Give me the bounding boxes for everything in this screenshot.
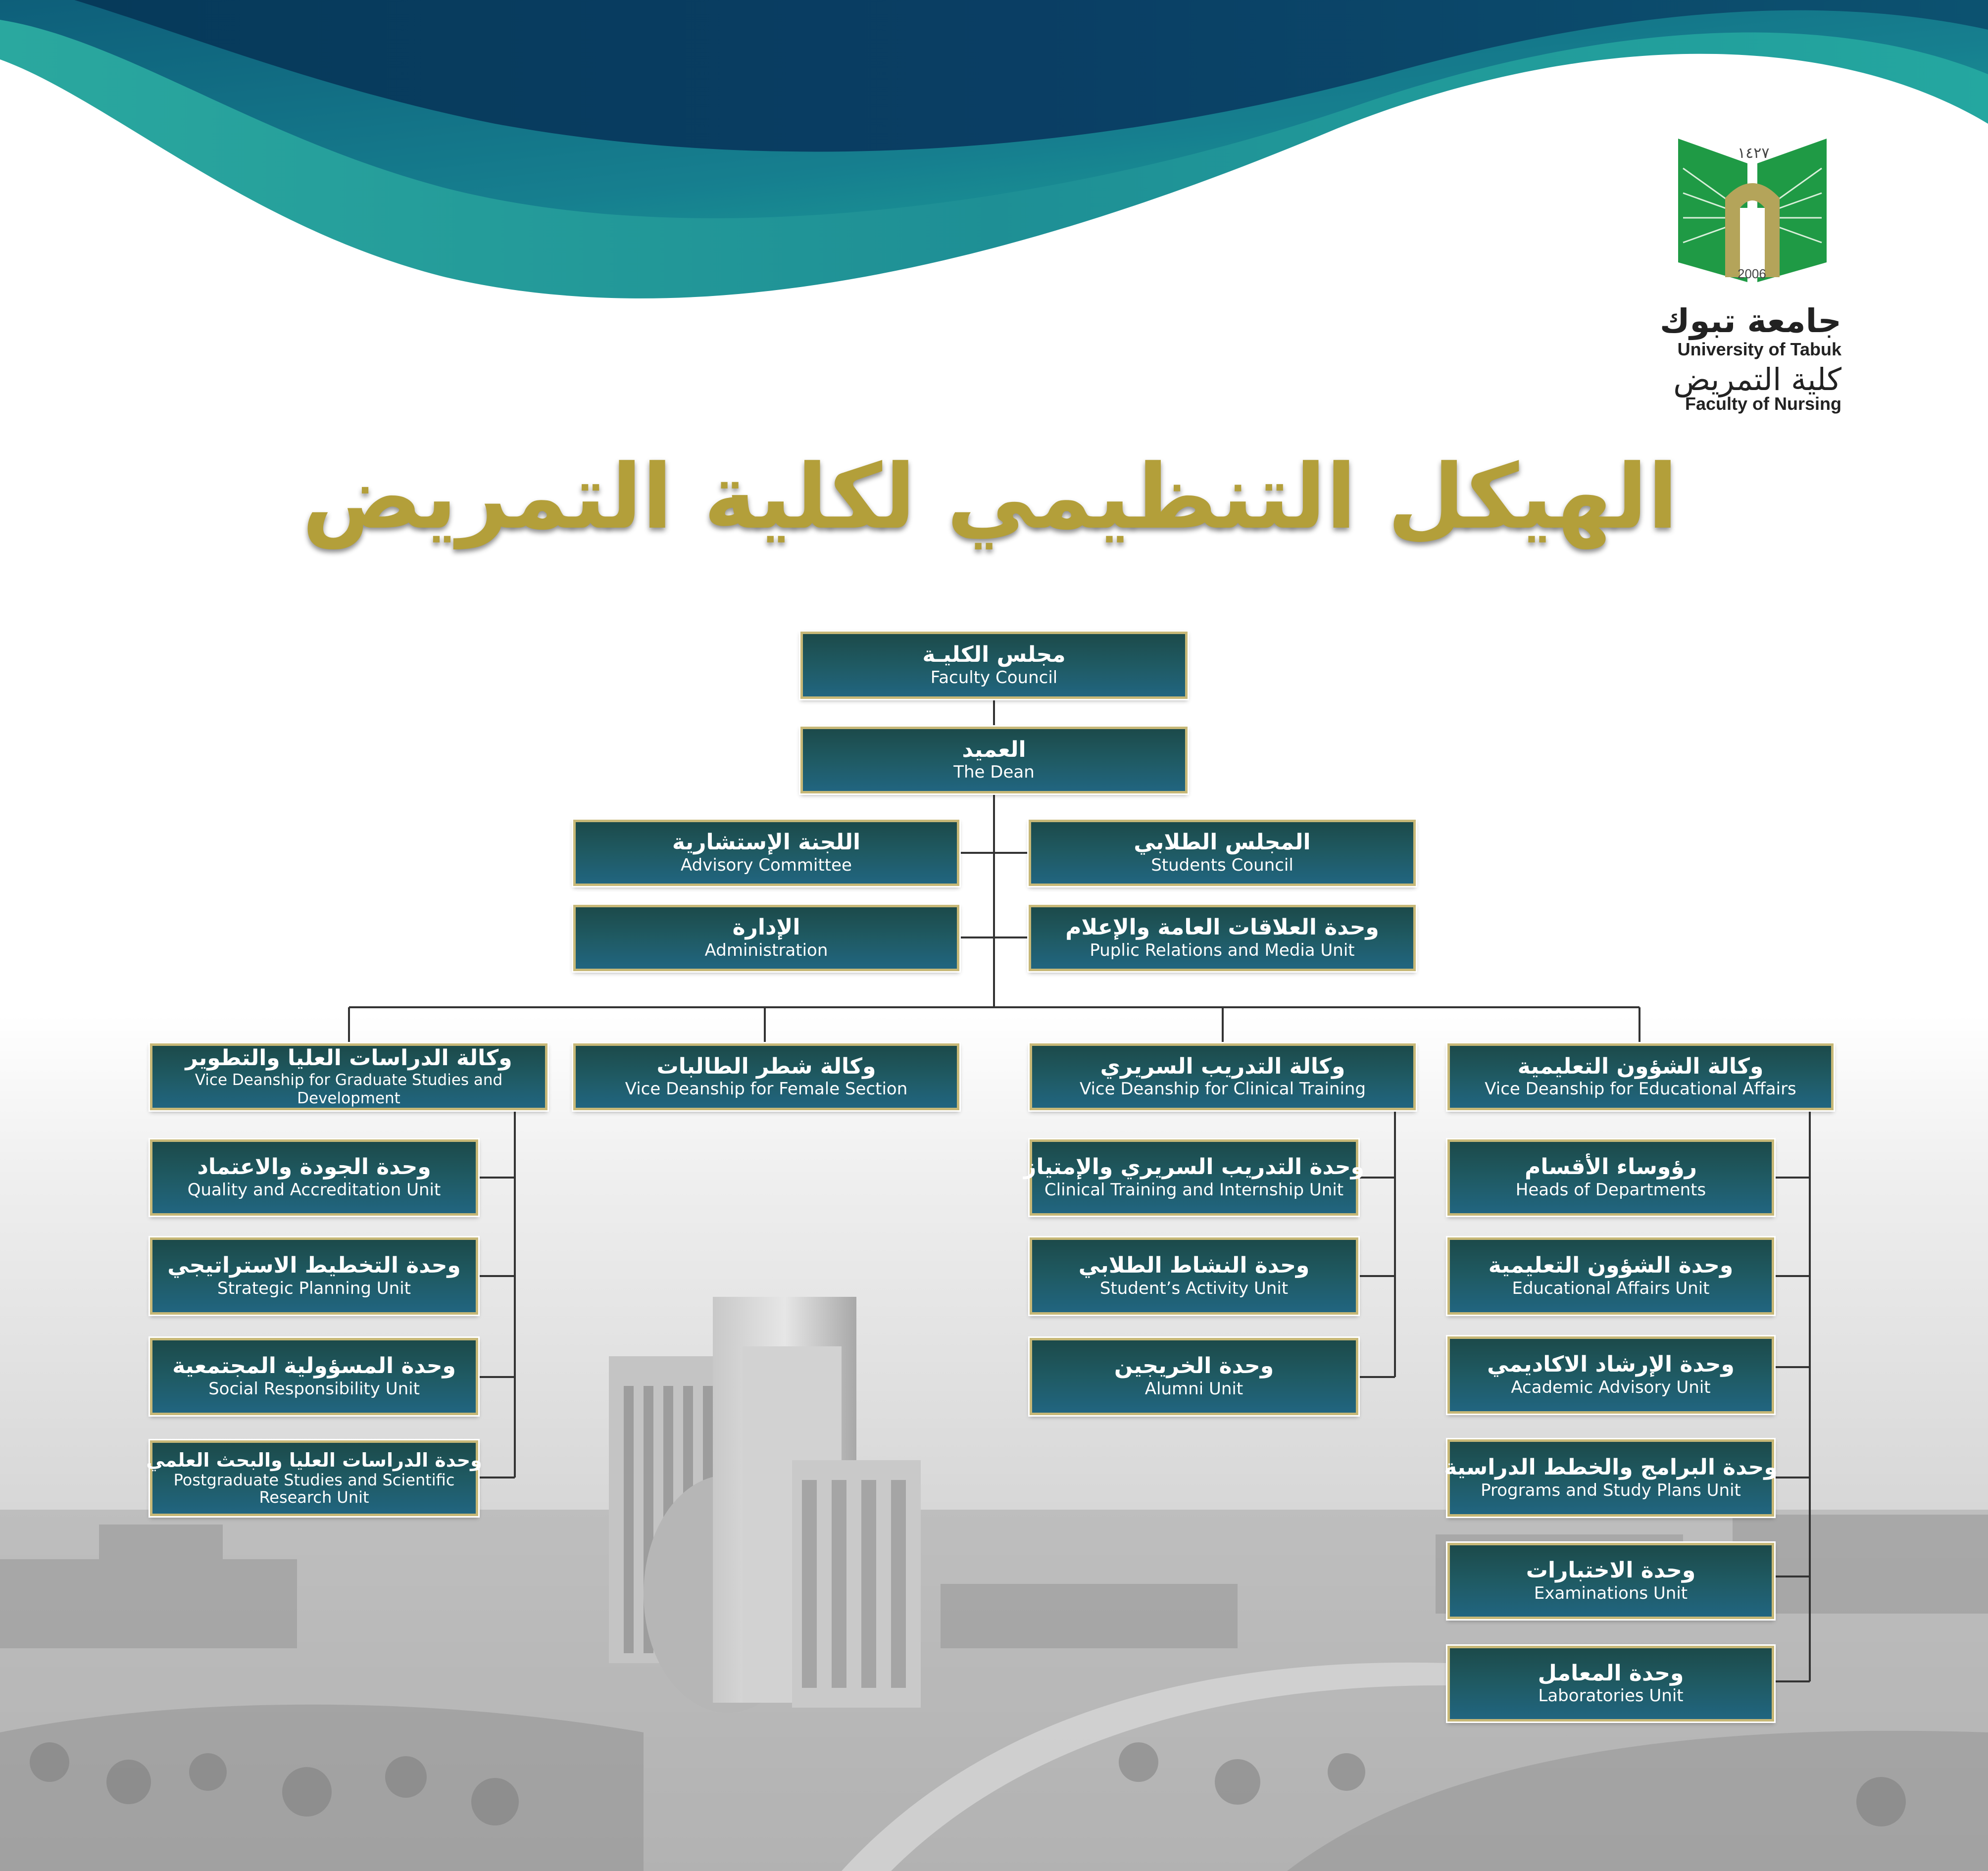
node-label-ar: وحدة المسؤولية المجتمعية (172, 1353, 456, 1379)
node-educational-affairs-unit (1447, 1237, 1774, 1315)
node-laboratories-unit (1447, 1646, 1774, 1722)
node-dean (800, 727, 1188, 793)
node-label-ar: وحدة الجودة والاعتماد (197, 1154, 431, 1180)
node-label-en: Vice Deanship for Graduate Studies and Development (195, 1071, 503, 1107)
node-quality-unit (150, 1139, 478, 1216)
node-examinations-unit (1447, 1543, 1774, 1619)
node-vice-deanship-female (573, 1043, 959, 1110)
node-label-en: Alumni Unit (1144, 1379, 1243, 1399)
node-heads-departments (1447, 1139, 1774, 1216)
node-label-ar: وحدة العلاقات العامة والإعلام (1065, 915, 1379, 940)
node-label-en: Educational Affairs Unit (1512, 1278, 1710, 1298)
node-label-en: Clinical Training and Internship Unit (1044, 1180, 1344, 1200)
node-label-en: Vice Deanship for Female Section (625, 1079, 908, 1099)
node-student-activity-unit (1030, 1237, 1358, 1315)
node-academic-advisory-unit (1447, 1336, 1774, 1414)
node-label-en: Quality and Accreditation Unit (187, 1180, 441, 1200)
node-label-en: Vice Deanship for Educational Affairs (1485, 1079, 1796, 1099)
node-label-en: Academic Advisory Unit (1511, 1377, 1711, 1397)
node-label-ar: العميد (962, 737, 1026, 762)
node-label-ar: وحدة الشؤون التعليمية (1488, 1253, 1734, 1279)
node-label-en: Heads of Departments (1515, 1180, 1706, 1200)
node-label-ar: وحدة الإرشاد الاكاديمي (1487, 1352, 1735, 1378)
node-label-en: Students Council (1151, 855, 1293, 875)
node-label-ar: وكالة الدراسات العليا والتطوير (185, 1045, 512, 1071)
node-label-en: Postgraduate Studies and Scientific Research Unit (173, 1471, 455, 1507)
node-label-en: Programs and Study Plans Unit (1481, 1480, 1741, 1500)
node-advisory-committee (573, 820, 959, 886)
node-postgrad-unit (146, 1440, 482, 1516)
node-label-ar: وكالة الشؤون التعليمية (1517, 1053, 1764, 1079)
node-label-ar: المجلس الطلابي (1134, 830, 1311, 855)
faculty-name-en: Faculty of Nursing (1685, 394, 1841, 414)
node-label-en: The Dean (953, 762, 1035, 783)
node-vice-deanship-clinical (1030, 1043, 1416, 1110)
node-faculty-council (800, 632, 1188, 699)
node-label-ar: وحدة التخطيط الاستراتيجي (167, 1253, 461, 1279)
node-administration (573, 905, 959, 971)
node-label-ar: وكالة التدريب السريري (1100, 1053, 1345, 1079)
node-label-ar: وحدة النشاط الطلابي (1078, 1253, 1310, 1279)
node-label-ar: وحدة الخريجين (1114, 1353, 1274, 1379)
node-label-ar: وحدة الدراسات العليا والبحث العلمي (146, 1449, 482, 1472)
node-label-en: Advisory Committee (681, 855, 852, 875)
node-social-unit (150, 1338, 478, 1415)
node-strategic-unit (150, 1237, 478, 1315)
node-vice-deanship-graduate (150, 1043, 547, 1110)
node-programs-unit (1444, 1439, 1778, 1517)
node-clinical-internship-unit (1024, 1139, 1364, 1216)
node-label-ar: مجلس الكليـة (922, 642, 1066, 668)
node-label-ar: وحدة الاختبارات (1526, 1558, 1696, 1583)
node-vice-deanship-educational (1447, 1043, 1834, 1110)
logo-year-hijri: ١٤٢٧ (1738, 145, 1770, 162)
node-label-en: Puplic Relations and Media Unit (1090, 940, 1355, 960)
node-label-en: Administration (704, 940, 828, 960)
node-label-ar: وحدة المعامل (1538, 1660, 1684, 1686)
node-label-ar: رؤوساء الأقسام (1525, 1154, 1697, 1180)
page-title: الهيكل التنظيمي لكلية التمريض (302, 445, 1678, 549)
node-students-council (1029, 820, 1416, 886)
logo-year-gregorian: 2006 (1738, 266, 1766, 281)
node-label-en: Social Responsibility Unit (208, 1379, 420, 1399)
university-name-ar: جامعة تبوك (1659, 302, 1841, 340)
node-label-ar: وكالة شطر الطالبات (656, 1053, 876, 1079)
node-label-en: Faculty Council (930, 667, 1058, 688)
node-label-en: Vice Deanship for Clinical Training (1079, 1079, 1366, 1099)
node-label-en: Examinations Unit (1534, 1583, 1688, 1603)
node-public-relations (1029, 905, 1416, 971)
node-label-ar: الإدارة (732, 915, 800, 940)
node-label-en: Strategic Planning Unit (217, 1278, 411, 1298)
university-name-en: University of Tabuk (1677, 339, 1841, 359)
node-label-en: Laboratories Unit (1538, 1686, 1684, 1706)
node-label-ar: وحدة البرامج والخطط الدراسية (1444, 1455, 1778, 1480)
node-label-ar: اللجنة الإستشارية (672, 830, 861, 855)
node-label-en: Student’s Activity Unit (1099, 1278, 1289, 1298)
node-label-ar: وحدة التدريب السريري والإمتياز (1024, 1154, 1364, 1180)
node-alumni-unit (1030, 1338, 1358, 1415)
faculty-name-ar: كلية التمريض (1673, 361, 1841, 397)
